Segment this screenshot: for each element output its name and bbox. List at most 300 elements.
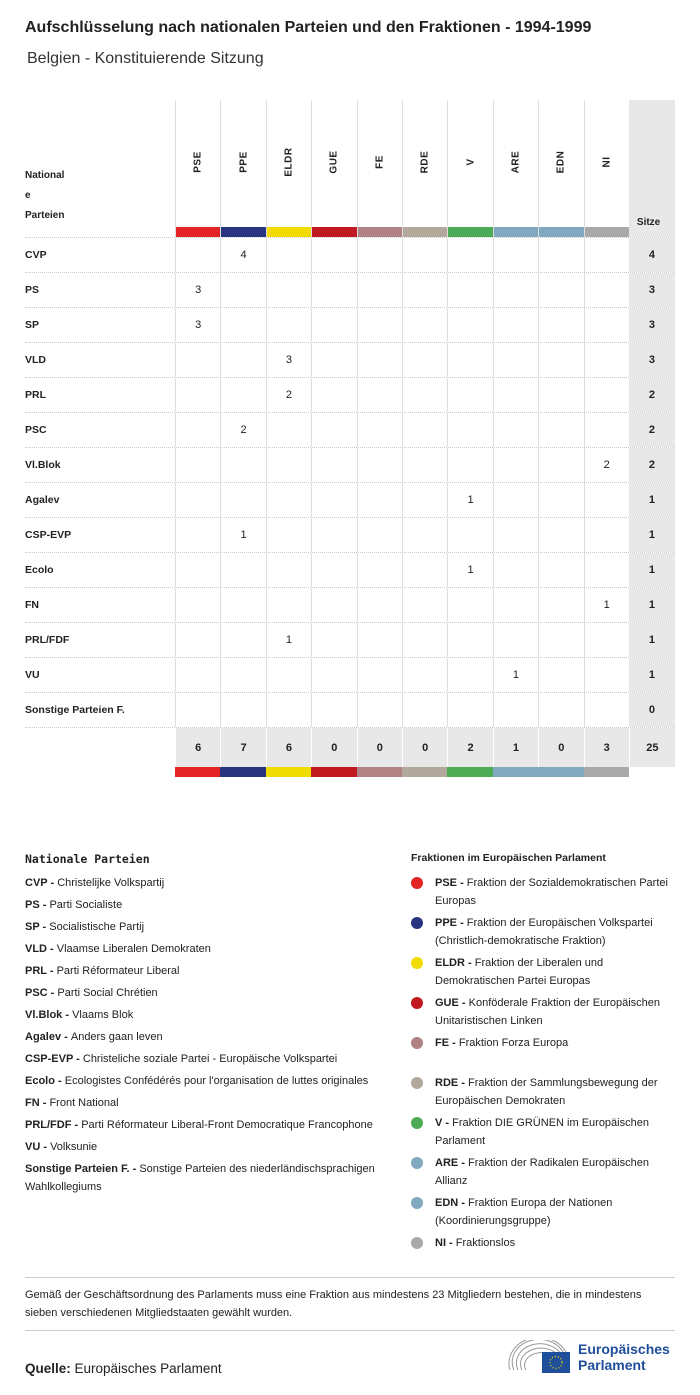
group-label: ARE [510,150,522,174]
seat-cell [220,623,265,657]
seat-cell [447,273,492,307]
table-row [25,517,675,552]
color-dot-icon [411,1117,423,1129]
seat-cell [447,448,492,482]
seat-cell [447,238,492,272]
seat-cell [538,483,583,517]
divider [25,1277,675,1278]
table-row [25,622,675,657]
legend-national-parties [25,852,395,1200]
seat-cell [447,658,492,692]
party-name: VLD [25,354,46,366]
seat-cell [266,413,311,447]
seat-cell [493,553,538,587]
group-color-bar [402,767,447,777]
group-color-bar [267,227,311,237]
seat-cell [311,518,356,552]
seat-cell [538,343,583,377]
seat-cell [538,448,583,482]
seat-cell [538,693,583,727]
row-total: 1 [629,588,675,622]
seat-cell [266,448,311,482]
group-color-bar [176,227,220,237]
legend-title: Nationale Parteien [25,852,150,866]
seats-header-label: Sitze [636,217,661,228]
party-header-label: National e Parteien [25,170,65,221]
page-title: Aufschlüsselung nach nationalen Parteien und den Fraktionen - 1994-1999 [25,19,592,36]
legend-item [25,874,395,892]
seat-cell [402,308,447,342]
seat-cell [175,343,220,377]
seat-cell [357,693,402,727]
seat-cell [447,623,492,657]
seat-cell [357,623,402,657]
group-label: PPE [238,151,250,173]
seat-cell [175,588,220,622]
group-color-bar [266,767,311,777]
seat-cell [357,518,402,552]
seat-cell: 3 [175,273,220,307]
party-name: Ecolo [25,564,54,576]
table-row [25,552,675,587]
seat-cell [402,448,447,482]
seat-cell [311,693,356,727]
seat-cell [538,658,583,692]
legend-item [411,1194,681,1234]
seat-cell [311,448,356,482]
seat-cell [584,343,629,377]
seat-cell [220,483,265,517]
legend-name: Christelijke Volkspartij [57,877,165,889]
legend-item [25,1050,395,1068]
seat-cell [357,448,402,482]
seat-cell [266,553,311,587]
parliament-logo-icon [508,1340,572,1374]
seat-cell [584,238,629,272]
legend-code: ELDR - [435,957,475,969]
seat-cell [311,483,356,517]
party-name: Sonstige Parteien F. [25,704,125,716]
group-total: 0 [538,728,583,767]
legend-name: Fraktion Forza Europa [458,1037,569,1049]
legend-item [25,1138,395,1156]
seat-cell [447,378,492,412]
seat-cell [538,518,583,552]
legend-name: Vlaamse Liberalen Demokraten [56,943,211,955]
group-label: V [465,158,477,166]
table-row [25,237,675,272]
legend-code: VLD - [25,943,57,955]
legend-name: Socialistische Partij [49,921,145,933]
seat-cell [311,378,356,412]
totals-label [25,728,175,767]
seat-cell [493,343,538,377]
seat-cell: 1 [447,483,492,517]
legend-item [25,1072,395,1090]
seat-cell [584,413,629,447]
seat-cell [538,413,583,447]
seat-cell [493,448,538,482]
color-dot-icon [411,997,423,1009]
party-name: PRL/FDF [25,634,70,646]
group-total: 6 [175,728,220,767]
seat-cell [266,308,311,342]
seat-cell [357,413,402,447]
group-color-bar [312,227,356,237]
legend-name: Parti Réformateur Liberal [56,965,180,977]
seat-cell: 1 [584,588,629,622]
legend-code: RDE - [435,1077,468,1089]
legend-code: NI - [435,1237,456,1249]
color-dot-icon [411,1037,423,1049]
row-total: 2 [629,448,675,482]
party-column-header [25,100,175,237]
group-color-bar [358,227,402,237]
seat-cell [175,378,220,412]
legend-item [411,954,681,994]
seat-cell [311,343,356,377]
legend-code: CVP - [25,877,58,889]
seat-cell [493,273,538,307]
divider [25,1330,675,1331]
seat-cell [493,378,538,412]
group-column-header-pse [175,100,220,237]
ep-logo [508,1340,670,1374]
table-row [25,377,675,412]
seat-cell [175,518,220,552]
legend-code: Vl.Blok - [25,1009,73,1021]
seat-cell [175,238,220,272]
legend-item [25,940,395,958]
group-color-bar [585,227,629,237]
legend-name: Fraktion der Europäischen Volkspartei (Christlich-demokratische Fraktion) [435,917,653,947]
legend-code: PPE - [435,917,467,929]
legend-name: Ecologistes Confédérés pour l'organisation de luttes originales [64,1075,369,1087]
seat-cell [447,693,492,727]
legend-name: Christeliche soziale Partei - Europäische Volkspartei [82,1053,338,1065]
group-color-bar [311,767,356,777]
seat-cell [175,413,220,447]
seat-cell [538,238,583,272]
seat-cell [266,518,311,552]
party-name: PRL [25,389,46,401]
footnote: Gemäß der Geschäftsordnung des Parlaments muss eine Fraktion aus mindestens 23 Mitgliedern bestehen, die in mindestens sieben verschiedenen Mitgliedstaaten gewählt wurden. [25,1289,642,1319]
seat-cell [402,623,447,657]
row-total: 2 [629,413,675,447]
legend-code: ARE - [435,1157,468,1169]
legend-name: Fraktion Europa der Nationen (Koordinierungsgruppe) [435,1197,613,1227]
seat-cell [447,518,492,552]
legend-code: Ecolo - [25,1075,65,1087]
seat-cell [447,308,492,342]
seat-cell [311,588,356,622]
legend-name: Sonstige Parteien des niederländischsprachigen Wahlkollegiums [25,1163,375,1193]
legend-code: PS - [25,899,50,911]
seat-cell [357,658,402,692]
table-row [25,342,675,377]
group-label: EDN [555,150,567,174]
seat-cell: 1 [266,623,311,657]
group-color-bar [357,767,402,777]
seat-cell [538,308,583,342]
seat-cell [493,588,538,622]
group-column-header-v [447,100,492,237]
seat-cell [447,413,492,447]
party-name: CSP-EVP [25,529,72,541]
seat-cell: 2 [584,448,629,482]
table-row [25,412,675,447]
seat-cell [175,448,220,482]
legend-name: Fraktion DIE GRÜNEN im Europäischen Parlament [435,1117,649,1147]
legend-title: Fraktionen im Europäischen Parlament [411,852,606,864]
legend-code: VU - [25,1141,51,1153]
seat-cell [447,588,492,622]
seat-cell [220,693,265,727]
logo-line1: Europäisches [578,1341,670,1357]
group-column-header-are [493,100,538,237]
group-color-bar [447,767,492,777]
legend-item [411,914,681,954]
seat-cell [266,588,311,622]
legend-name: Anders gaan leven [70,1031,163,1043]
seat-cell [493,308,538,342]
legend-name: Fraktion der Radikalen Europäischen Allianz [435,1157,649,1187]
legend-item [25,1094,395,1112]
seats-table [25,100,675,777]
seat-cell [493,413,538,447]
legend-name: Volksunie [50,1141,98,1153]
color-dot-icon [411,1197,423,1209]
group-label: NI [601,156,613,168]
legend-code: PSC - [25,987,58,999]
party-name: FN [25,599,39,611]
seat-cell [584,378,629,412]
legend-name: Fraktion der Sammlungsbewegung der Europäischen Demokraten [435,1077,658,1107]
source-value: Europäisches Parlament [70,1361,222,1376]
legend-code: V - [435,1117,453,1129]
seat-cell [538,273,583,307]
seat-cell [311,413,356,447]
seat-cell [402,658,447,692]
color-dot-icon [411,957,423,969]
row-total: 1 [629,623,675,657]
group-label: ELDR [283,147,295,177]
legend-item [25,918,395,936]
source-label: Quelle: [25,1361,71,1376]
row-total: 3 [629,343,675,377]
seat-cell [447,343,492,377]
seat-cell [311,308,356,342]
table-row [25,657,675,692]
row-total: 3 [629,308,675,342]
seat-cell [266,238,311,272]
group-total: 6 [266,728,311,767]
legend-name: Front National [49,1097,119,1109]
group-column-header-ni [584,100,629,237]
seat-cell [538,623,583,657]
group-color-bar [220,767,265,777]
seat-cell [266,273,311,307]
seat-cell [584,658,629,692]
seat-cell [584,273,629,307]
seat-cell [402,518,447,552]
legend-item [411,1074,681,1114]
group-column-header-fe [357,100,402,237]
seat-cell [538,588,583,622]
seat-cell [220,658,265,692]
party-name: Vl.Blok [25,459,61,471]
seat-cell [357,588,402,622]
seat-cell [357,238,402,272]
seat-cell [584,308,629,342]
seat-cell [220,448,265,482]
seat-cell: 3 [175,308,220,342]
legend-item [25,896,395,914]
legend-name: Parti Social Chrétien [57,987,158,999]
party-name: Agalev [25,494,60,506]
seat-cell [311,553,356,587]
seat-cell [220,553,265,587]
legend-item [411,1114,681,1154]
seat-cell [357,273,402,307]
spacer [25,767,175,777]
legend-code: CSP-EVP - [25,1053,83,1065]
legend-code: PRL - [25,965,57,977]
color-dot-icon [411,1237,423,1249]
seat-cell [493,518,538,552]
group-total: 0 [402,728,447,767]
seat-cell [493,483,538,517]
seat-cell [311,658,356,692]
group-column-header-eldr [266,100,311,237]
table-row [25,447,675,482]
seat-cell: 2 [220,413,265,447]
seat-cell [357,378,402,412]
legend-item [25,1160,395,1196]
seat-cell [175,658,220,692]
legend-item [25,1028,395,1046]
legend-name: Fraktion der Liberalen und Demokratischen Partei Europas [435,957,604,987]
legend-item [411,1154,681,1194]
party-name: SP [25,319,40,331]
seat-cell [357,343,402,377]
group-total: 2 [447,728,492,767]
legend-code: PSE - [435,877,467,889]
legend-code: SP - [25,921,50,933]
row-total: 3 [629,273,675,307]
legend-code: PRL/FDF - [25,1119,82,1131]
seat-cell [402,378,447,412]
seat-cell [584,553,629,587]
group-color-bar [221,227,265,237]
group-total: 7 [220,728,265,767]
legend-groups [411,852,681,1274]
seat-cell [493,693,538,727]
seat-cell: 4 [220,238,265,272]
seat-cell [493,238,538,272]
seat-cell [266,483,311,517]
row-total: 1 [629,658,675,692]
seat-cell [175,693,220,727]
group-total: 1 [493,728,538,767]
legend-item [411,994,681,1034]
seats-column-header [629,100,675,237]
party-name: PSC [25,424,47,436]
table-header [25,100,675,237]
group-total: 0 [311,728,356,767]
group-label: PSE [192,151,204,173]
color-bar-row [25,767,675,777]
page-subtitle: Belgien - Konstituierende Sitzung [27,50,264,67]
row-total: 1 [629,518,675,552]
seat-cell: 1 [447,553,492,587]
legend-item [411,1234,681,1274]
legend-item [411,1034,681,1074]
seat-cell [266,693,311,727]
group-label: RDE [419,150,431,174]
group-color-bar [403,227,447,237]
seat-cell [584,623,629,657]
seat-cell [220,378,265,412]
seat-cell [220,588,265,622]
seat-cell [220,273,265,307]
seat-cell [402,238,447,272]
seat-cell [220,343,265,377]
seat-cell [402,693,447,727]
legend-name: Konföderale Fraktion der Europäischen Unitaristischen Linken [435,997,661,1027]
seat-cell [357,553,402,587]
seat-cell: 3 [266,343,311,377]
seat-cell [493,623,538,657]
group-color-bar [584,767,629,777]
source [25,1361,222,1376]
legend-code: Agalev - [25,1031,71,1043]
seat-cell [266,658,311,692]
group-color-bar [493,767,538,777]
seat-cell [402,343,447,377]
row-total: 4 [629,238,675,272]
legend-code: FN - [25,1097,50,1109]
table-row [25,482,675,517]
legend-name: Fraktion der Sozialdemokratischen Partei Europas [435,877,668,907]
seat-cell [402,413,447,447]
seat-cell: 1 [220,518,265,552]
legend-name: Vlaams Blok [72,1009,134,1021]
legend-name: Parti Réformateur Liberal-Front Democratique Francophone [81,1119,373,1131]
seat-cell [311,238,356,272]
legend-item [411,874,681,914]
seat-cell [402,553,447,587]
seat-cell [220,308,265,342]
group-color-bar [494,227,538,237]
seat-cell [175,623,220,657]
legend-item [25,1116,395,1134]
seat-cell: 1 [493,658,538,692]
row-total: 1 [629,483,675,517]
legend-item [25,984,395,1002]
totals-row [25,727,675,767]
color-dot-icon [411,1077,423,1089]
legend-item [25,1006,395,1024]
party-name: PS [25,284,40,296]
group-column-header-rde [402,100,447,237]
legend-code: GUE - [435,997,469,1009]
legend-code: EDN - [435,1197,468,1209]
grand-total: 25 [629,728,675,767]
group-total: 0 [357,728,402,767]
seat-cell [538,553,583,587]
seat-cell [584,518,629,552]
